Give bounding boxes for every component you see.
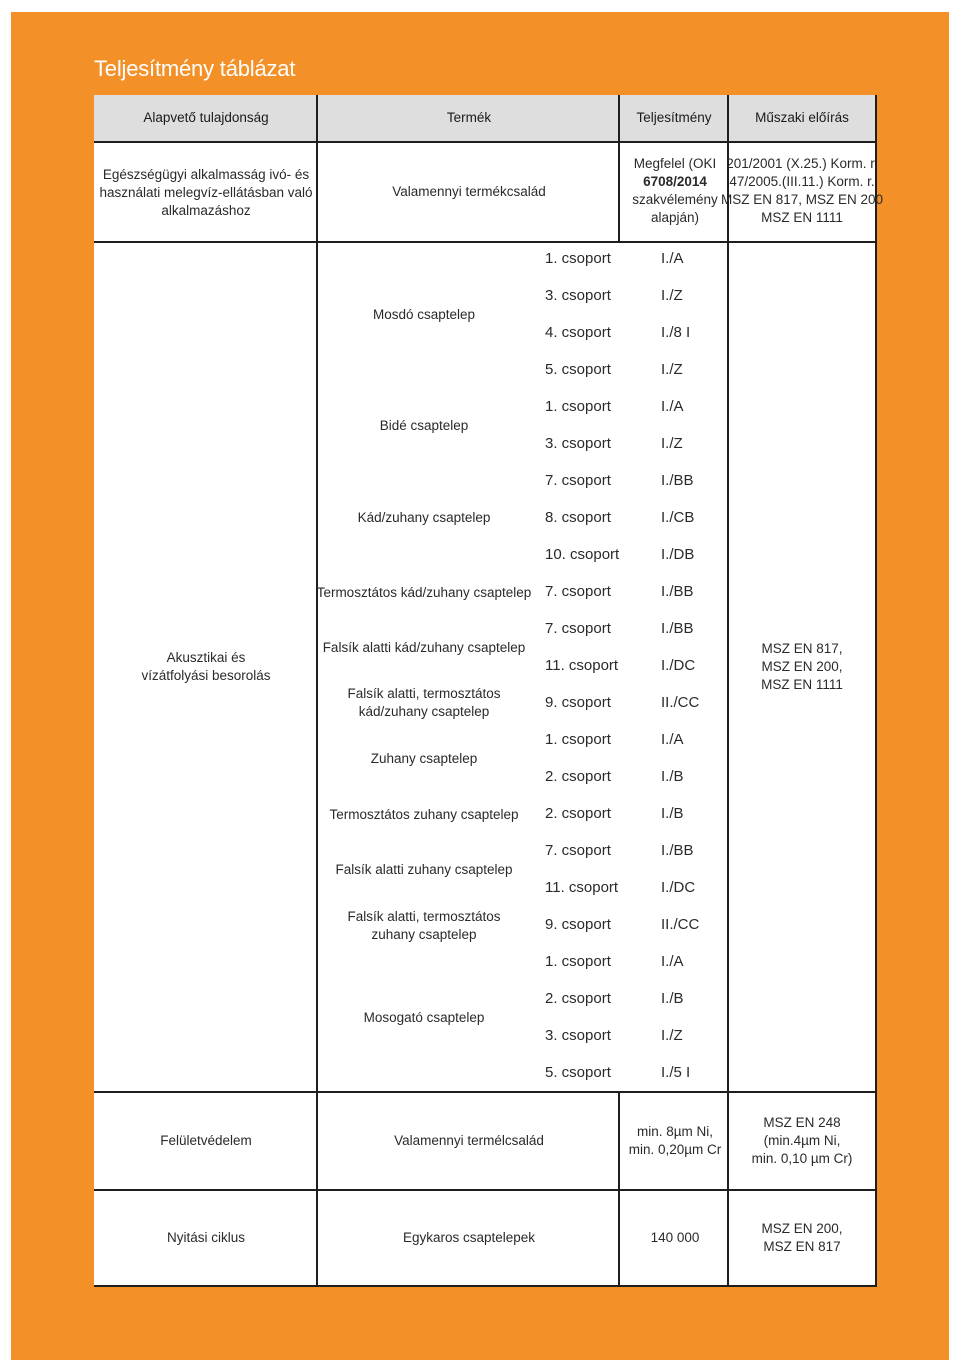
group-label: 9. csoport	[545, 916, 611, 933]
group-label: 2. csoport	[545, 990, 611, 1007]
health-spec	[721, 155, 883, 227]
group-label: 3. csoport	[545, 1027, 611, 1044]
product-name: Mosdó csaptelep	[372, 307, 476, 322]
header-spec: Műszaki előírás	[755, 110, 849, 125]
class-label: I./DC	[661, 879, 696, 896]
group-label: 3. csoport	[545, 287, 611, 304]
surface-product: Valamennyi termélcsalád	[394, 1133, 544, 1148]
health-spec-line: MSZ EN 1111	[761, 210, 843, 225]
group-label: 4. csoport	[545, 324, 611, 341]
acoustic-spec-line: MSZ EN 817,	[761, 641, 843, 656]
health-property	[99, 166, 312, 220]
health-performance-line: alapján)	[650, 210, 700, 225]
surface-performance-line: min. 8µm Ni,	[636, 1124, 714, 1139]
acoustic-spec-line: MSZ EN 200,	[761, 659, 843, 674]
surface-performance	[629, 1123, 722, 1159]
class-label: I./Z	[661, 435, 683, 452]
product-name: Bidé csaptelep	[379, 418, 469, 433]
group-label: 5. csoport	[545, 1064, 611, 1081]
surface-spec	[752, 1114, 853, 1168]
health-spec-line: MSZ EN 817, MSZ EN 200	[720, 192, 884, 207]
class-label: I./DB	[661, 546, 695, 563]
group-label: 7. csoport	[545, 472, 611, 489]
health-performance-line: szakvélemény	[632, 192, 718, 207]
class-label: I./B	[661, 990, 684, 1007]
health-performance-line: 6708/2014	[643, 174, 707, 189]
surface-spec-line: min. 0,10 µm Cr)	[751, 1151, 853, 1166]
group-label: 8. csoport	[545, 509, 611, 526]
acoustic-property-line: vízátfolyási besorolás	[141, 668, 271, 683]
group-label: 3. csoport	[545, 435, 611, 452]
product-name	[347, 685, 500, 721]
class-label: I./A	[661, 953, 684, 970]
health-product: Valamennyi termékcsalád	[392, 184, 546, 199]
group-label: 5. csoport	[545, 361, 611, 378]
class-label: I./BB	[661, 472, 694, 489]
group-label: 1. csoport	[545, 953, 611, 970]
cycle-spec-line: MSZ EN 817	[763, 1239, 841, 1254]
class-label: I./Z	[661, 1027, 683, 1044]
health-performance-line: Megfelel (OKI	[633, 156, 717, 171]
health-spec-line: 47/2005.(III.11.) Korm. r.	[729, 174, 875, 189]
product-name-line: kád/zuhany csaptelep	[358, 704, 490, 719]
acoustic-spec-line: MSZ EN 1111	[761, 677, 843, 692]
class-label: I./DC	[661, 657, 696, 674]
surface-spec-line: MSZ EN 248	[763, 1115, 841, 1130]
surface-spec-line: (min.4µm Ni,	[763, 1133, 841, 1148]
group-label: 7. csoport	[545, 620, 611, 637]
class-label: I./Z	[661, 287, 683, 304]
cycle-property: Nyitási ciklus	[166, 1230, 246, 1245]
group-label: 1. csoport	[545, 398, 611, 415]
product-name-line: zuhany csaptelep	[371, 927, 477, 942]
health-performance	[632, 155, 718, 227]
class-label: II./CC	[661, 694, 700, 711]
group-label: 1. csoport	[545, 250, 611, 267]
class-label: I./A	[661, 250, 684, 267]
header-performance: Teljesítmény	[636, 110, 712, 125]
group-label: 2. csoport	[545, 768, 611, 785]
acoustic-property	[141, 649, 270, 685]
cycle-performance: 140 000	[650, 1230, 700, 1245]
cycle-spec	[761, 1220, 842, 1256]
health-property-line: alkalmazáshoz	[161, 203, 251, 218]
product-name: Falsík alatti zuhany csaptelep	[335, 862, 513, 877]
class-label: I./B	[661, 768, 684, 785]
product-name: Termosztátos kád/zuhany csaptelep	[316, 585, 532, 600]
group-label: 11. csoport	[545, 657, 619, 674]
product-name: Kád/zuhany csaptelep	[357, 510, 491, 525]
class-label: I./A	[661, 398, 684, 415]
class-label: I./B	[661, 805, 684, 822]
group-label: 7. csoport	[545, 842, 611, 859]
product-name-line: Falsík alatti, termosztátos	[347, 686, 501, 701]
class-label: I./5 I	[661, 1064, 691, 1081]
page-title: Teljesítmény táblázat	[94, 56, 296, 81]
health-property-line: Egészségügyi alkalmasság ivó- és	[102, 167, 310, 182]
product-name	[347, 908, 500, 944]
product-name-line: Falsík alatti, termosztátos	[347, 909, 501, 924]
cycle-spec-line: MSZ EN 200,	[761, 1221, 843, 1236]
group-label: 2. csoport	[545, 805, 611, 822]
class-label: I./A	[661, 731, 684, 748]
class-label: I./BB	[661, 620, 694, 637]
product-name: Falsík alatti kád/zuhany csaptelep	[322, 640, 526, 655]
class-label: I./8 I	[661, 324, 691, 341]
group-label: 9. csoport	[545, 694, 611, 711]
product-name: Zuhany csaptelep	[370, 751, 478, 766]
class-label: I./CB	[661, 509, 695, 526]
health-property-line: használati melegvíz-ellátásban való	[99, 185, 313, 200]
acoustic-spec	[761, 640, 843, 694]
group-label: 10. csoport	[545, 546, 620, 563]
header-product: Termék	[446, 110, 492, 125]
header-property: Alapvető tulajdonság	[143, 110, 269, 125]
class-label: I./BB	[661, 842, 694, 859]
product-name: Termosztátos zuhany csaptelep	[329, 807, 519, 822]
product-name: Mosogató csaptelep	[363, 1010, 485, 1025]
cycle-product: Egykaros csaptelepek	[402, 1230, 536, 1245]
class-label: I./BB	[661, 583, 694, 600]
group-label: 1. csoport	[545, 731, 611, 748]
group-label: 7. csoport	[545, 583, 611, 600]
acoustic-property-line: Akusztikai és	[166, 650, 246, 665]
class-label: II./CC	[661, 916, 700, 933]
surface-property: Felületvédelem	[160, 1133, 252, 1148]
class-label: I./Z	[661, 361, 683, 378]
surface-performance-line: min. 0,20µm Cr	[628, 1142, 722, 1157]
group-label: 11. csoport	[545, 879, 619, 896]
health-spec-line: 201/2001 (X.25.) Korm. r.	[726, 156, 878, 171]
